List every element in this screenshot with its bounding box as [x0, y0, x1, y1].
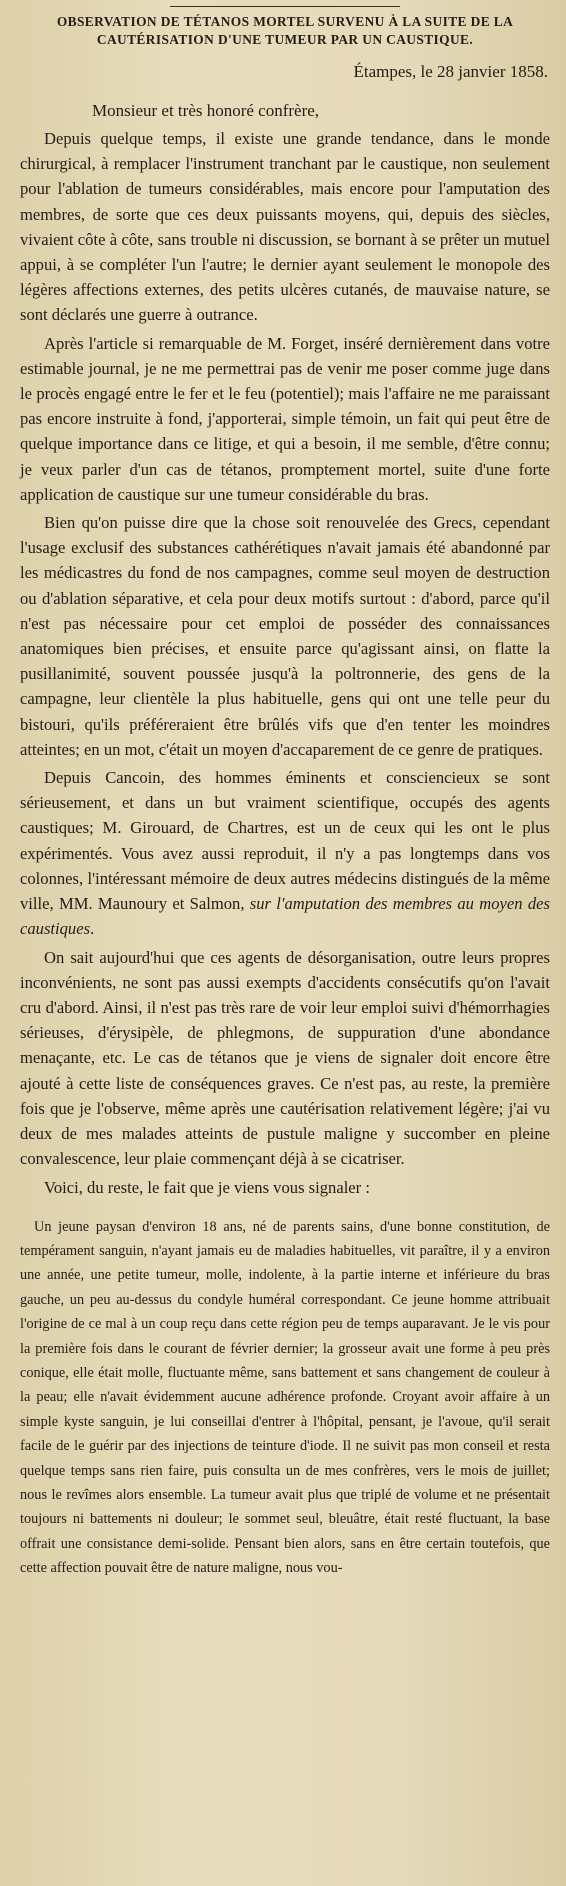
dateline: Étampes, le 28 janvier 1858. — [353, 62, 548, 81]
paragraph-4-end: . — [90, 919, 95, 939]
paragraph-4-text: Depuis Cancoin, des hommes éminents et consciencieux se sont sérieusement, et dans un but vraiment scientifique, occupés des agents caustiques; M. Girouard, de Chartres, est un de ceux qui les ont le plus expérimentés. Vous avez aussi reproduit, il n'y a pas longtemps dans vos colonnes, l'intéressant mémoire de deux autres médecins distingués de la même ville, MM. Maunoury et Salmon, — [20, 768, 550, 914]
paragraph-3: Bien qu'on puisse dire que la chose soit renouvelée des Grecs, cependant l'usage exclusif des substances cathérétiques n'avait jamais été abandonné par les médicastres du fond de nos campagnes, comme seul moyen de destruction ou d'ablation séparative, et cela pour deux motifs surtout : d'abord, parce qu'il n'est pas nécessaire pour cet emploi de posséder des connaissances anatomiques bien précises, et ensuite parce qu'agissant ainsi, on flatte la pusillanimité, souvent poussée jusqu'à la poltronnerie, des gens de la campagne, leur clientèle la plus habituelle, gens qui ont une telle peur du bistouri, qu'ils préféreraient être brûlés vifs que d'en tenter les moindres atteintes; en un mot, c'était un moyen d'accaparement de ce genre de pratiques. — [20, 513, 550, 759]
paragraph-4-title: sur l'amputation des membres au moyen des caustiques — [20, 894, 551, 939]
case-intro: Voici, du reste, le fait que je viens vous signaler : — [44, 1178, 370, 1198]
top-rule — [170, 6, 400, 7]
salutation: Monsieur et très honoré confrère, — [92, 101, 320, 120]
case-paragraph: Un jeune paysan d'environ 18 ans, né de parents sains, d'une bonne constitution, de tempérament sanguin, n'ayant jamais eu de maladies habituelles, vit paraître, il y a environ une année, une petite tumeur, molle, indolente, à la partie interne et inférieure du bras gauche, un peu au-dessus du condyle huméral correspondant. Ce jeune homme attribuait l'origine de ce mal à un coup reçu dans cette région peu de temps auparavant. Je le vis pour la première fois dans le courant de février dernier; la grosseur avait une forme à peu près conique, elle était molle, fluctuante même, sans battement et sans changement de couleur à la peau; elle n'avait évidemment aucune adhérence profonde. Croyant avoir affaire à un simple kyste sanguin, je lui conseillai d'entrer à l'hôpital, pensant, je l'avoue, qu'il serait facile de le guérir par des injections de teinture d'iode. Il ne suivit pas mon conseil et resta quelque temps sans rien faire, puis consulta un de mes confrères, vers le mois de juillet; nous le revîmes alors ensemble. La tumeur avait plus que triplé de volume et ne présentait toujours ni battements ni douleur; le sommet seul, bleuâtre, était resté fluctuant, la base offrait une consistance demi-solide. Pensant bien alors, sans en être certain toutefois, que cette affection pouvait être de nature maligne, nous vou- — [20, 1218, 550, 1577]
article-title: OBSERVATION DE TÉTANOS MORTEL SURVENU À LA SUITE DE LA CAUTÉRISATION D'UNE TUMEUR PAR UN CAUSTIQUE. — [56, 14, 514, 47]
paragraph-5: On sait aujourd'hui que ces agents de désorganisation, outre leurs propres inconvénients, ne sont pas aussi exempts d'accidents consécutifs qu'on l'avait cru d'abord. Ainsi, il n'est pas très rare de voir leur emploi suivi d'hémorrhagies sérieuses, d'érysipèle, de phlegmons, de suppuration d'une abondance menaçante, etc. Le cas de tétanos que je viens de signaler doit encore être ajouté à cette liste de conséquences graves. Ce n'est pas, au reste, la première fois que je l'observe, même après une cautérisation relativement légère; j'ai vu deux de mes malades atteints de pustule maligne y succomber en pleine convalescence, leur plaie commençant déjà à se cicatriser. — [20, 947, 550, 1169]
paragraph-1: Depuis quelque temps, il existe une grande tendance, dans le monde chirurgical, à remplacer l'instrument tranchant par le caustique, non seulement pour l'ablation de tumeurs considérables, mais encore pour l'amputation des membres, de sorte que ces deux puissants moyens, qui, depuis des siècles, vivaient côte à côte, sans trouble ni discussion, se bornant à se prêter un mutuel appui, à se compléter l'un l'autre; le dernier ayant seulement le monopole des légères affections externes, des petits ulcères cutanés, de mauvaise nature, se sont déclarés une guerre à outrance. — [20, 129, 550, 325]
paragraph-2: Après l'article si remarquable de M. Forget, inséré dernièrement dans votre estimable journal, je ne me permettrai pas de venir me poser comme juge dans le procès engagé entre le fer et le feu (potentiel); mais l'affaire ne me paraissant pas encore instruite à fond, j'apporterai, simple témoin, un fait qui peut être de quelque importance dans ce litige, et qui a besoin, il me semble, d'être connu; je veux parler d'un cas de tétanos, promptement mortel, suite d'une forte application de caustique sur une tumeur considérable du bras. — [20, 333, 550, 504]
page — [20, 6, 550, 1581]
paragraph-4 — [20, 765, 550, 941]
case-report — [20, 1215, 550, 1581]
